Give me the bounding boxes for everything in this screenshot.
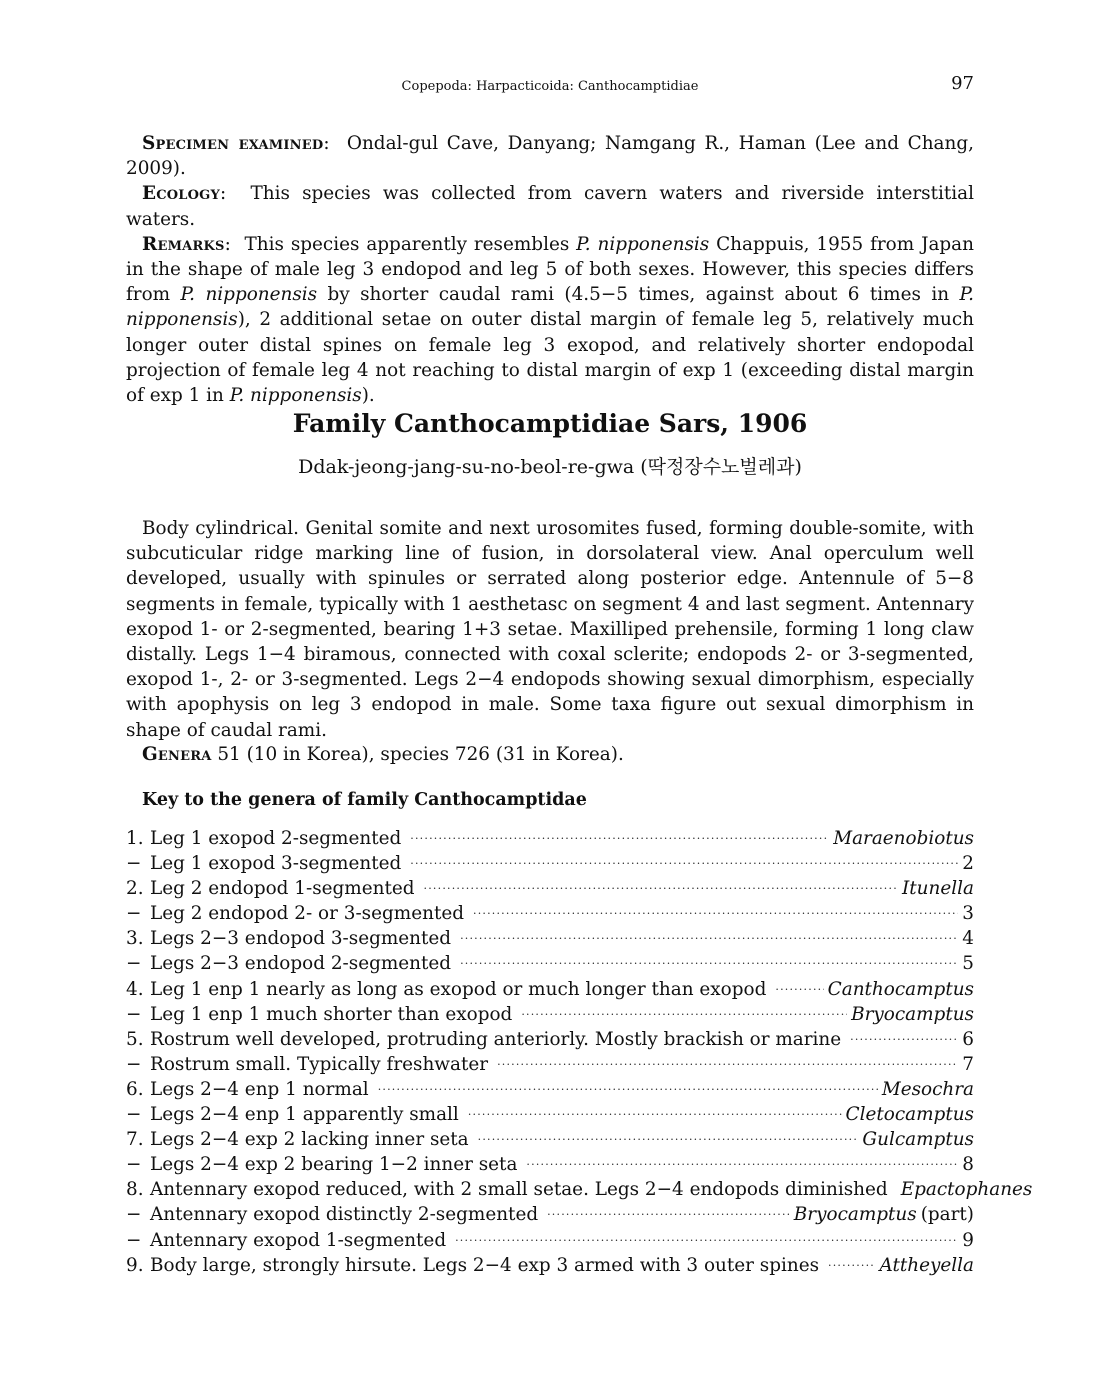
running-title: Copepoda: Harpacticoida: Canthocamptidiae <box>401 79 699 94</box>
key-next-couplet: 6 <box>962 1028 974 1050</box>
key-couplet-text: Leg 1 exopod 3-segmented <box>150 853 402 875</box>
key-couplet-text: Legs 2−4 exp 2 bearing 1−2 inner seta <box>150 1154 518 1176</box>
genera-paragraph <box>126 742 974 767</box>
key-row <box>126 878 974 903</box>
key-row <box>126 1179 1033 1204</box>
key-number: − <box>126 1204 142 1226</box>
key-couplet-text: Antennary exopod distinctly 2-segmented <box>150 1204 539 1226</box>
key-number: − <box>126 1003 142 1025</box>
key-row <box>126 953 974 978</box>
family-title: Family Canthocamptidiae Sars, 1906 <box>292 409 808 438</box>
key-row <box>126 1054 974 1079</box>
dot-leader <box>460 957 958 970</box>
key-number: − <box>126 953 142 975</box>
dot-leader <box>526 1158 958 1171</box>
remarks-text: by shorter caudal rami (4.5−5 times, against about 6 times in <box>317 284 960 306</box>
remarks-label: Remarks <box>142 233 225 255</box>
key-genus-name: Mesochra <box>881 1078 974 1100</box>
key-row <box>126 1079 974 1104</box>
key-genus-name: Canthocamptus <box>827 978 974 1000</box>
key-number: 1. <box>126 828 144 849</box>
key-couplet-text: Legs 2−3 endopod 3-segmented <box>150 928 452 950</box>
specimen-paragraph: Specimen examined: Ondal-gul Cave, Danyang; Namgang R., Haman (Lee and Chang, 2009). <box>126 133 974 180</box>
genera-line <box>126 742 974 767</box>
key-couplet-text: Antennary exopod reduced, with 2 small setae. Legs 2−4 endopods diminished <box>150 1179 888 1201</box>
key-couplet-text: Leg 1 enp 1 nearly as long as exopod or much longer than exopod <box>150 978 767 1000</box>
key-genus-name: Itunella <box>902 878 974 900</box>
key-genus-name: Bryocamptus <box>851 1003 974 1025</box>
remarks-text: This species apparently resembles <box>244 233 577 255</box>
key-row <box>126 1029 974 1054</box>
key-next-couplet: 7 <box>962 1053 974 1075</box>
dot-leader <box>460 932 958 945</box>
key-number: 4. <box>126 978 144 1000</box>
dot-leader <box>775 983 823 996</box>
page-number: 97 <box>951 73 974 94</box>
remarks-text: ). <box>361 385 375 407</box>
key-couplet-text: Body large, strongly hirsute. Legs 2−4 exp 3 armed with 3 outer spines <box>150 1254 820 1276</box>
dot-leader <box>478 1133 859 1146</box>
family-subtitle: Ddak-jeong-jang-su-no-beol-re-gwa (딱정장수노벌레과) <box>298 456 802 478</box>
key-genus-note: (part) <box>920 1204 974 1226</box>
ecology-paragraph: Ecology: This species was collected from cavern waters and riverside interstitial waters. <box>126 183 974 230</box>
key-row <box>126 903 974 928</box>
key-next-couplet: 2 <box>962 853 974 875</box>
key-genus-name: Epactophanes <box>900 1179 1033 1201</box>
species-notes <box>126 131 974 408</box>
key-couplet-text: Legs 2−3 endopod 2-segmented <box>150 953 452 975</box>
key-row <box>126 1004 974 1029</box>
key-couplet-text: Leg 1 enp 1 much shorter than exopod <box>150 1003 513 1025</box>
species-name: P. nipponensis <box>126 284 974 331</box>
family-description <box>126 516 974 743</box>
key-row <box>126 1154 974 1179</box>
key-row <box>126 1104 974 1129</box>
key-next-couplet: 4 <box>962 928 974 950</box>
specimen-text: Ondal-gul Cave, Danyang; Namgang R., Haman (Lee and Chang, 2009). <box>126 133 974 180</box>
ecology-label: Ecology <box>142 183 220 205</box>
key-row <box>126 1230 974 1255</box>
key-number: 9. <box>126 1254 144 1276</box>
key-couplet-text: Rostrum small. Typically freshwater <box>150 1053 489 1075</box>
key-number: − <box>126 1229 142 1251</box>
key-genus-name: Attheyella <box>879 1254 974 1276</box>
key-couplet-text: Legs 2−4 enp 1 normal <box>150 1078 369 1100</box>
dot-leader <box>521 1008 847 1021</box>
key-next-couplet: 8 <box>962 1154 974 1176</box>
key-row <box>126 828 974 853</box>
dot-leader <box>850 1033 958 1046</box>
genera-label: Genera <box>142 744 212 765</box>
dot-leader <box>497 1058 958 1071</box>
key-number: − <box>126 1154 142 1176</box>
key-row <box>126 928 974 953</box>
dot-leader <box>410 857 958 870</box>
key-number: 8. <box>126 1179 144 1201</box>
species-name: P. nipponensis <box>180 284 318 306</box>
key-number: − <box>126 853 142 875</box>
dot-leader <box>424 882 899 895</box>
key-number: − <box>126 903 142 925</box>
dot-leader <box>410 832 829 845</box>
key-number: 6. <box>126 1078 144 1100</box>
ecology-text: This species was collected from cavern waters and riverside interstitial waters. <box>126 183 974 230</box>
dot-leader <box>455 1234 958 1247</box>
dot-leader <box>473 907 958 920</box>
remarks-text: Chappuis, 1955 from Japan in the shape of male leg 3 endopod and leg 5 of both sexes. However, this species differs from <box>126 233 974 306</box>
dot-leader <box>828 1259 876 1272</box>
key-row <box>126 853 974 878</box>
key-next-couplet: 3 <box>962 903 974 925</box>
description-paragraph: Body cylindrical. Genital somite and next urosomites fused, forming double-somite, with subcuticular ridge marking line of fusion, in dorsolateral view. Anal operculum well developed, usually with spinules or serrated along posterior edge. Antennule of 5−8 segments in female, typically with 1 aesthetasc on segment 4 and last segment. Antennary exopod 1- or 2-segmented, bearing 1+3 setae. Maxilliped prehensile, forming 1 long claw distally. Legs 1−4 biramous, connected with coxal sclerite; endopods 2- or 3-segmented, exopod 1-, 2- or 3-segmented. Legs 2−4 endopods showing sexual dimorphism, especially with apophysis on leg 3 endopod in male. Some taxa figure out sexual dimorphism in shape of caudal rami. <box>126 518 974 741</box>
key-number: − <box>126 1104 142 1126</box>
key-couplet-text: Leg 1 exopod 2-segmented <box>150 828 402 849</box>
key-couplet-text: Legs 2−4 enp 1 apparently small <box>150 1104 459 1126</box>
dot-leader <box>547 1208 790 1221</box>
key-number: 7. <box>126 1129 144 1151</box>
key-heading: Key to the genera of family Canthocamptidae <box>142 790 587 810</box>
key-row <box>126 1255 974 1280</box>
remarks-text: ), 2 additional setae on outer distal margin of female leg 5, relatively much longer outer distal spines on female leg 3 exopod, and relatively shorter endopodal projection of female leg 4 not reaching to distal margin of exp 1 (exceeding distal margin of exp 1 in <box>126 309 974 407</box>
key-genus-name: Maraenobiotus <box>833 828 974 849</box>
species-name: P. nipponensis <box>229 385 362 407</box>
running-header <box>126 73 974 96</box>
key-number: 3. <box>126 928 144 950</box>
key-genus-name: Bryocamptus <box>793 1204 917 1226</box>
key-next-couplet: 5 <box>962 953 974 975</box>
key-number: − <box>126 1053 142 1075</box>
species-name: P. nipponensis <box>576 233 710 255</box>
key-genus-name: Cletocamptus <box>845 1104 974 1126</box>
specimen-label: Specimen examined <box>142 133 324 154</box>
key-number: 2. <box>126 878 144 900</box>
key-genus-name: Gulcamptus <box>862 1129 974 1151</box>
key-row <box>126 1204 974 1229</box>
key-next-couplet: 9 <box>962 1229 974 1251</box>
key-couplet-text: Rostrum well developed, protruding anteriorly. Mostly brackish or marine <box>150 1028 842 1050</box>
key-number: 5. <box>126 1028 144 1050</box>
key-row <box>126 1129 974 1154</box>
dot-leader <box>378 1083 878 1096</box>
remarks-paragraph: Remarks: This species apparently resembles P. nipponensis Chappuis, 1955 from Japan in the shape of male leg 3 endopod and leg 5 of both sexes. However, this species differs from P. nipponensis by shorter caudal rami (4.5−5 times, against about 6 times in P. nipponensis), 2 additional setae on outer distal margin of female leg 5, relatively much longer outer distal spines on female leg 3 exopod, and relatively shorter endopodal projection of female leg 4 not reaching to distal margin of exp 1 (exceeding distal margin of exp 1 in P. nipponensis). <box>126 233 974 407</box>
key-couplet-text: Legs 2−4 exp 2 lacking inner seta <box>150 1129 469 1151</box>
key-couplet-text: Leg 2 endopod 2- or 3-segmented <box>150 903 464 925</box>
identification-key <box>126 828 1033 1280</box>
key-couplet-text: Antennary exopod 1-segmented <box>150 1229 447 1251</box>
dot-leader <box>468 1108 842 1121</box>
genera-text: 51 (10 in Korea), species 726 (31 in Korea). <box>217 744 624 765</box>
key-row <box>126 979 974 1004</box>
key-couplet-text: Leg 2 endopod 1-segmented <box>150 878 415 900</box>
